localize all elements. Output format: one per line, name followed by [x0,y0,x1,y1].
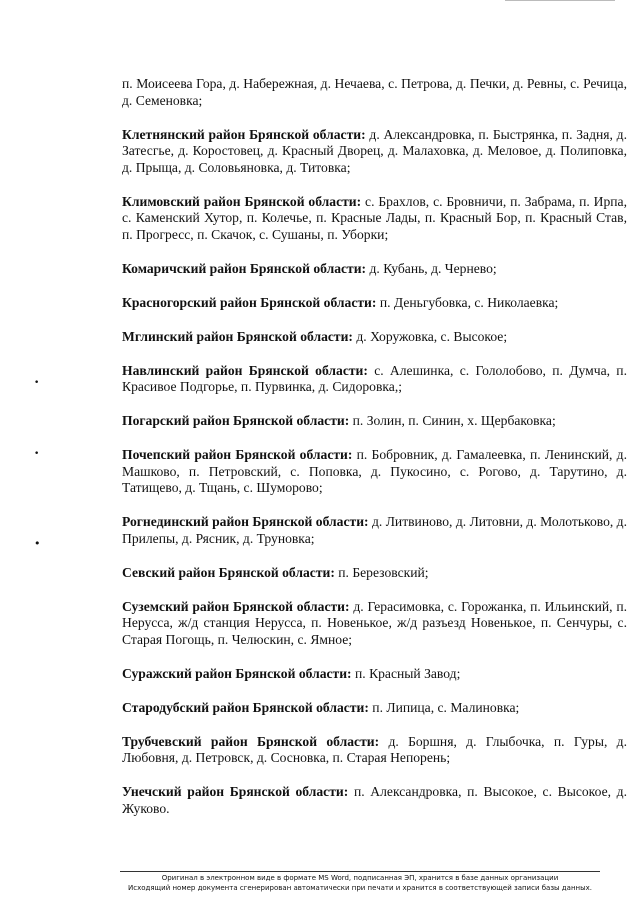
settlement-list: с. Брахлов, с. Бровничи, п. Забрама, п. Ирпа, с. Каменский Хутор, п. Колечье, п. Красные Лады, п. Красный Бор, п. Красный Став, п. Прогресс, п. Скачок, с. Сушаны, п. Уборки; [122,193,627,242]
region-name: Погарский район Брянской области: [122,413,350,428]
paragraph-kletnya [122,127,627,177]
paragraph-pochep [122,447,627,497]
region-name: Комаричский район Брянской области: [122,260,367,276]
paragraph-unecha [122,784,627,817]
region-name: Климовский район Брянской области: [122,193,362,209]
settlement-list: д. Герасимовка, с. Горожанка, п. Ильинский, п. Нерусса, ж/д станция Нерусса, п. Новенькое, ж/д разъезд Новенькое, п. Сенчуры, с. Старая Погощь, п. Челюскин, с. Ямное; [122,598,627,647]
margin-mark: • [34,449,40,459]
settlement-list: д. Литвиново, д. Литовни, д. Молотьково, д. Прилепы, д. Рясник, д. Труновка; [122,514,627,546]
region-name: Мглинский район Брянской области: [122,328,353,344]
settlement-list: п. Бобровник, д. Гамалеевка, п. Ленинский, д. Машково, п. Петровский, с. Поповка, д. Пукосино, с. Рогово, д. Тарутино, д. Татищево, д. Тщань, с. Шуморово; [122,447,627,495]
top-edge-line [505,0,615,1]
margin-mark: • [34,378,40,388]
settlement-list: д. Боршня, д. Глыбочка, п. Гуры, д. Любовня, д. Петровск, д. Сосновка, п. Старая Непорень; [122,733,627,765]
region-name: Унечский район Брянской области: [122,784,349,799]
region-name: Севский район Брянской области: [122,564,335,580]
region-name: Клетнянский район Брянской области: [122,126,366,142]
paragraph-komarichi [122,261,627,278]
settlement-list: п. Золин, п. Синин, х. Щербаковка; [349,413,556,428]
region-name: Суражский район Брянской области: [122,665,352,681]
settlement-list: п. Александровка, п. Высокое, с. Высокое, д. Жуково. [122,784,627,816]
region-name: Стародубский район Брянской области: [122,699,369,715]
settlement-list: д. Хоружовка, с. Высокое; [352,328,508,344]
footer-note-original: Оригинал в электронном виде в формате MS Word, подписанная ЭП, хранится в базе данных организации [161,874,559,882]
paragraph-rognedino [122,514,627,547]
region-name: Трубчевский район Брянской области: [122,733,380,749]
paragraph-pogar [122,413,627,430]
paragraph-starodub [122,700,627,717]
paragraph-navlya [122,363,627,396]
paragraph-continuation: п. Моисеева Гора, д. Набережная, д. Нечаева, с. Петрова, д. Печки, д. Ревны, с. Речица, д. Семеновка; [122,76,627,108]
footer-note-outgoing-number: Исходящий номер документа сгенерирован автоматически при печати и хранится в соответствующей записи базы данных. [128,884,592,892]
region-name: Почепский район Брянской области: [122,447,353,462]
region-name: Красногорский район Брянской области: [122,294,377,310]
paragraph-surazh [122,666,627,683]
paragraph-trubchevsk [122,734,627,767]
settlement-list: п. Деньгубовка, с. Николаевка; [376,294,559,310]
settlement-list: д. Александровка, п. Быстрянка, п. Задня, д. Затесгье, д. Коростовец, д. Красный Дворец, д. Малаховка, д. Меловое, д. Полиповка, д. Прыща, д. Соловьяновка, д. Титовка; [122,126,627,175]
settlement-list: с. Алешинка, с. Гололобово, п. Думча, п. Красивое Подгорье, п. Пурвинка, д. Сидоровка,; [122,362,627,394]
settlement-list: д. Кубань, д. Чернево; [366,260,497,276]
settlement-list: п. Липица, с. Малиновка; [368,699,520,715]
settlement-list: п. Красный Завод; [351,665,461,681]
margin-mark: • [34,537,41,550]
paragraph-krasnaya-gora [122,295,627,312]
region-name: Суземский район Брянской области: [122,598,350,614]
settlement-list: п. Березовский; [334,564,429,580]
paragraph-mglin [122,329,627,346]
region-name: Рогнединский район Брянской области: [122,514,369,529]
paragraph-suzemka [122,599,627,649]
region-name: Навлинский район Брянской области: [122,362,368,378]
footer-divider [120,871,600,872]
paragraph-klimovo [122,194,627,244]
document-body [122,76,627,835]
paragraph-sevsk [122,565,627,582]
